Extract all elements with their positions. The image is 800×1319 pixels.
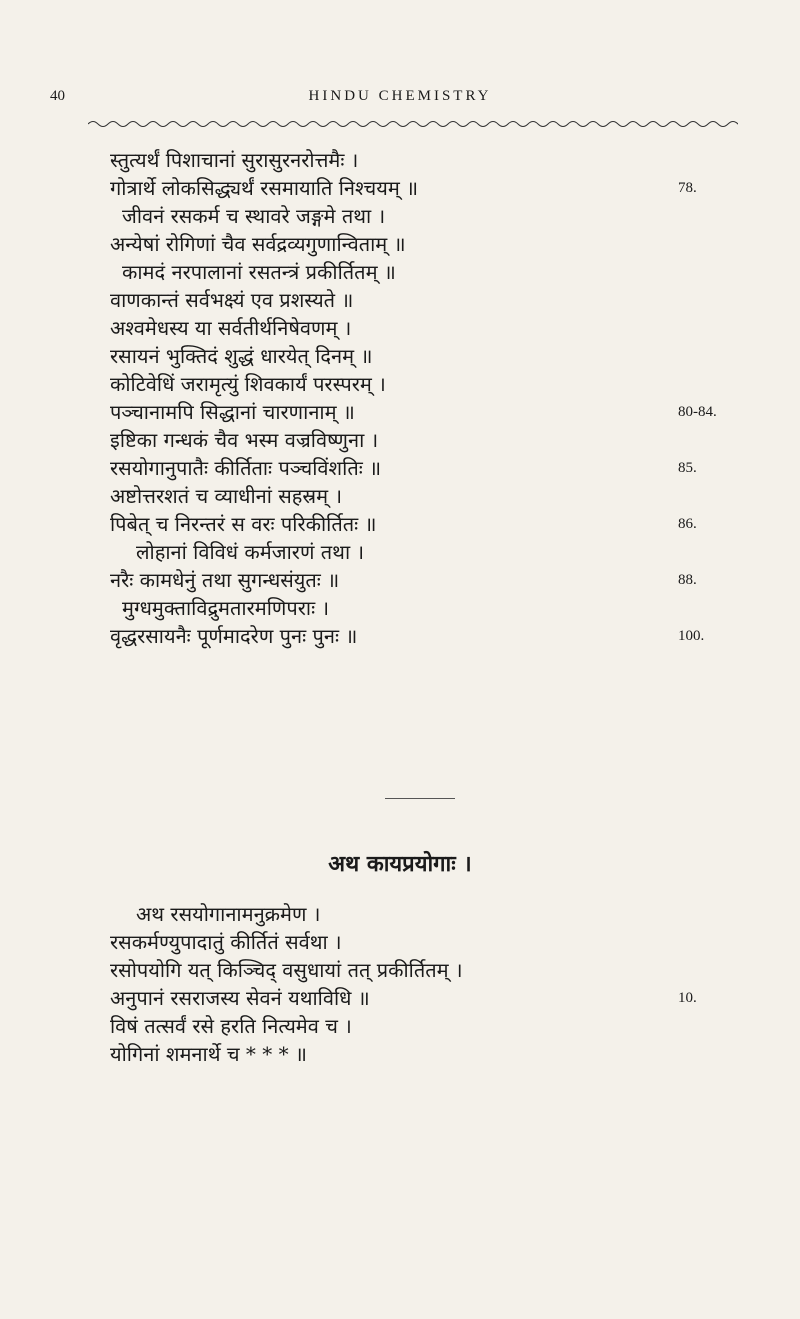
verse-line xyxy=(110,314,670,342)
verse-line xyxy=(110,146,670,174)
verse-line xyxy=(110,454,697,482)
verse-text: अनुपानं रसराजस्य सेवनं यथाविधि ॥ xyxy=(110,986,370,1010)
verse-line xyxy=(110,398,717,426)
verse-line xyxy=(110,258,670,286)
verse-line xyxy=(110,928,670,956)
verse-line xyxy=(110,510,697,538)
verse-line xyxy=(110,482,670,510)
verse-text: लोहानां विविधं कर्मजारणं तथा । xyxy=(136,540,365,564)
verse-line xyxy=(110,370,670,398)
verse-number: 10. xyxy=(678,990,697,1006)
page-number: 40 xyxy=(50,88,65,104)
verse-text: पिबेत् च निरन्तरं स वरः परिकीर्तितः ॥ xyxy=(110,512,377,536)
verse-line xyxy=(110,202,670,230)
verse-line xyxy=(110,594,670,622)
section-heading: अथ कायप्रयोगाः । xyxy=(328,851,472,877)
verse-number: 88. xyxy=(678,572,697,588)
verse-text: कामदं नरपालानां रसतन्त्रं प्रकीर्तितम् ॥ xyxy=(122,260,396,284)
verse-text: अश्वमेधस्य या सर्वतीर्थनिषेवणम् । xyxy=(110,316,352,340)
running-head: HINDU CHEMISTRY xyxy=(308,88,492,104)
verse-text: जीवनं रसकर्म च स्थावरे जङ्गमे तथा । xyxy=(122,204,386,228)
verse-text: योगिनां शमनार्थे च * * * ॥ xyxy=(110,1042,307,1066)
verse-line xyxy=(110,426,670,454)
verse-text: वृद्धरसायनैः पूर्णमादरेण पुनः पुनः ॥ xyxy=(110,624,358,648)
section-divider xyxy=(385,798,455,799)
verse-number: 86. xyxy=(678,516,697,532)
verse-text: पञ्चानामपि सिद्धानां चारणानाम् ॥ xyxy=(110,400,355,424)
verse-line xyxy=(110,286,670,314)
verse-line xyxy=(110,900,670,928)
verse-number: 78. xyxy=(678,180,697,196)
verse-line xyxy=(110,566,697,594)
verse-number: 100. xyxy=(678,628,705,644)
verse-block-1 xyxy=(110,146,717,650)
verse-line xyxy=(110,174,697,202)
verse-text: वाणकान्तं सर्वभक्ष्यं एव प्रशस्यते ॥ xyxy=(110,288,354,312)
verse-line xyxy=(110,342,670,370)
verse-text: अथ रसयोगानामनुक्रमेण । xyxy=(136,902,321,926)
verse-line xyxy=(110,538,670,566)
wavy-rule xyxy=(88,118,738,130)
verse-text: रसायनं भुक्तिदं शुद्धं धारयेत् दिनम् ॥ xyxy=(110,344,373,368)
verse-text: रसयोगानुपातैः कीर्तिताः पञ्चविंशतिः ॥ xyxy=(110,456,382,480)
verse-text: गोत्रार्थे लोकसिद्ध्यर्थं रसमायाति निश्चयम् ॥ xyxy=(110,176,419,200)
verse-text: रसोपयोगि यत् किञ्चिद् वसुधायां तत् प्रकीर्तितम् । xyxy=(110,958,463,982)
verse-line xyxy=(110,984,697,1012)
verse-text: अन्येषां रोगिणां चैव सर्वद्रव्यगुणान्विताम् ॥ xyxy=(110,232,406,256)
verse-block-2 xyxy=(110,900,697,1068)
verse-line xyxy=(110,956,670,984)
verse-text: विषं तत्सर्वं रसे हरति नित्यमेव च । xyxy=(110,1014,352,1038)
verse-text: स्तुत्यर्थं पिशाचानां सुरासुरनरोत्तमैः । xyxy=(110,148,359,172)
verse-text: इष्टिका गन्धकं चैव भस्म वज्रविष्णुना । xyxy=(110,428,379,452)
verse-text: मुग्धमुक्ताविद्रुमतारमणिपराः । xyxy=(122,596,330,620)
verse-line xyxy=(110,230,670,258)
page-header xyxy=(0,88,800,118)
verse-number: 85. xyxy=(678,460,697,476)
verse-line xyxy=(110,1012,670,1040)
verse-line xyxy=(110,622,705,650)
verse-text: अष्टोत्तरशतं च व्याधीनां सहस्रम् । xyxy=(110,484,343,508)
verse-number: 80-84. xyxy=(678,404,717,420)
verse-text: नरैः कामधेनुं तथा सुगन्धसंयुतः ॥ xyxy=(110,568,340,592)
verse-text: कोटिवेधिं जरामृत्युं शिवकार्यं परस्परम् । xyxy=(110,372,386,396)
verse-text: रसकर्मण्युपादातुं कीर्तितं सर्वथा । xyxy=(110,930,342,954)
verse-line xyxy=(110,1040,670,1068)
